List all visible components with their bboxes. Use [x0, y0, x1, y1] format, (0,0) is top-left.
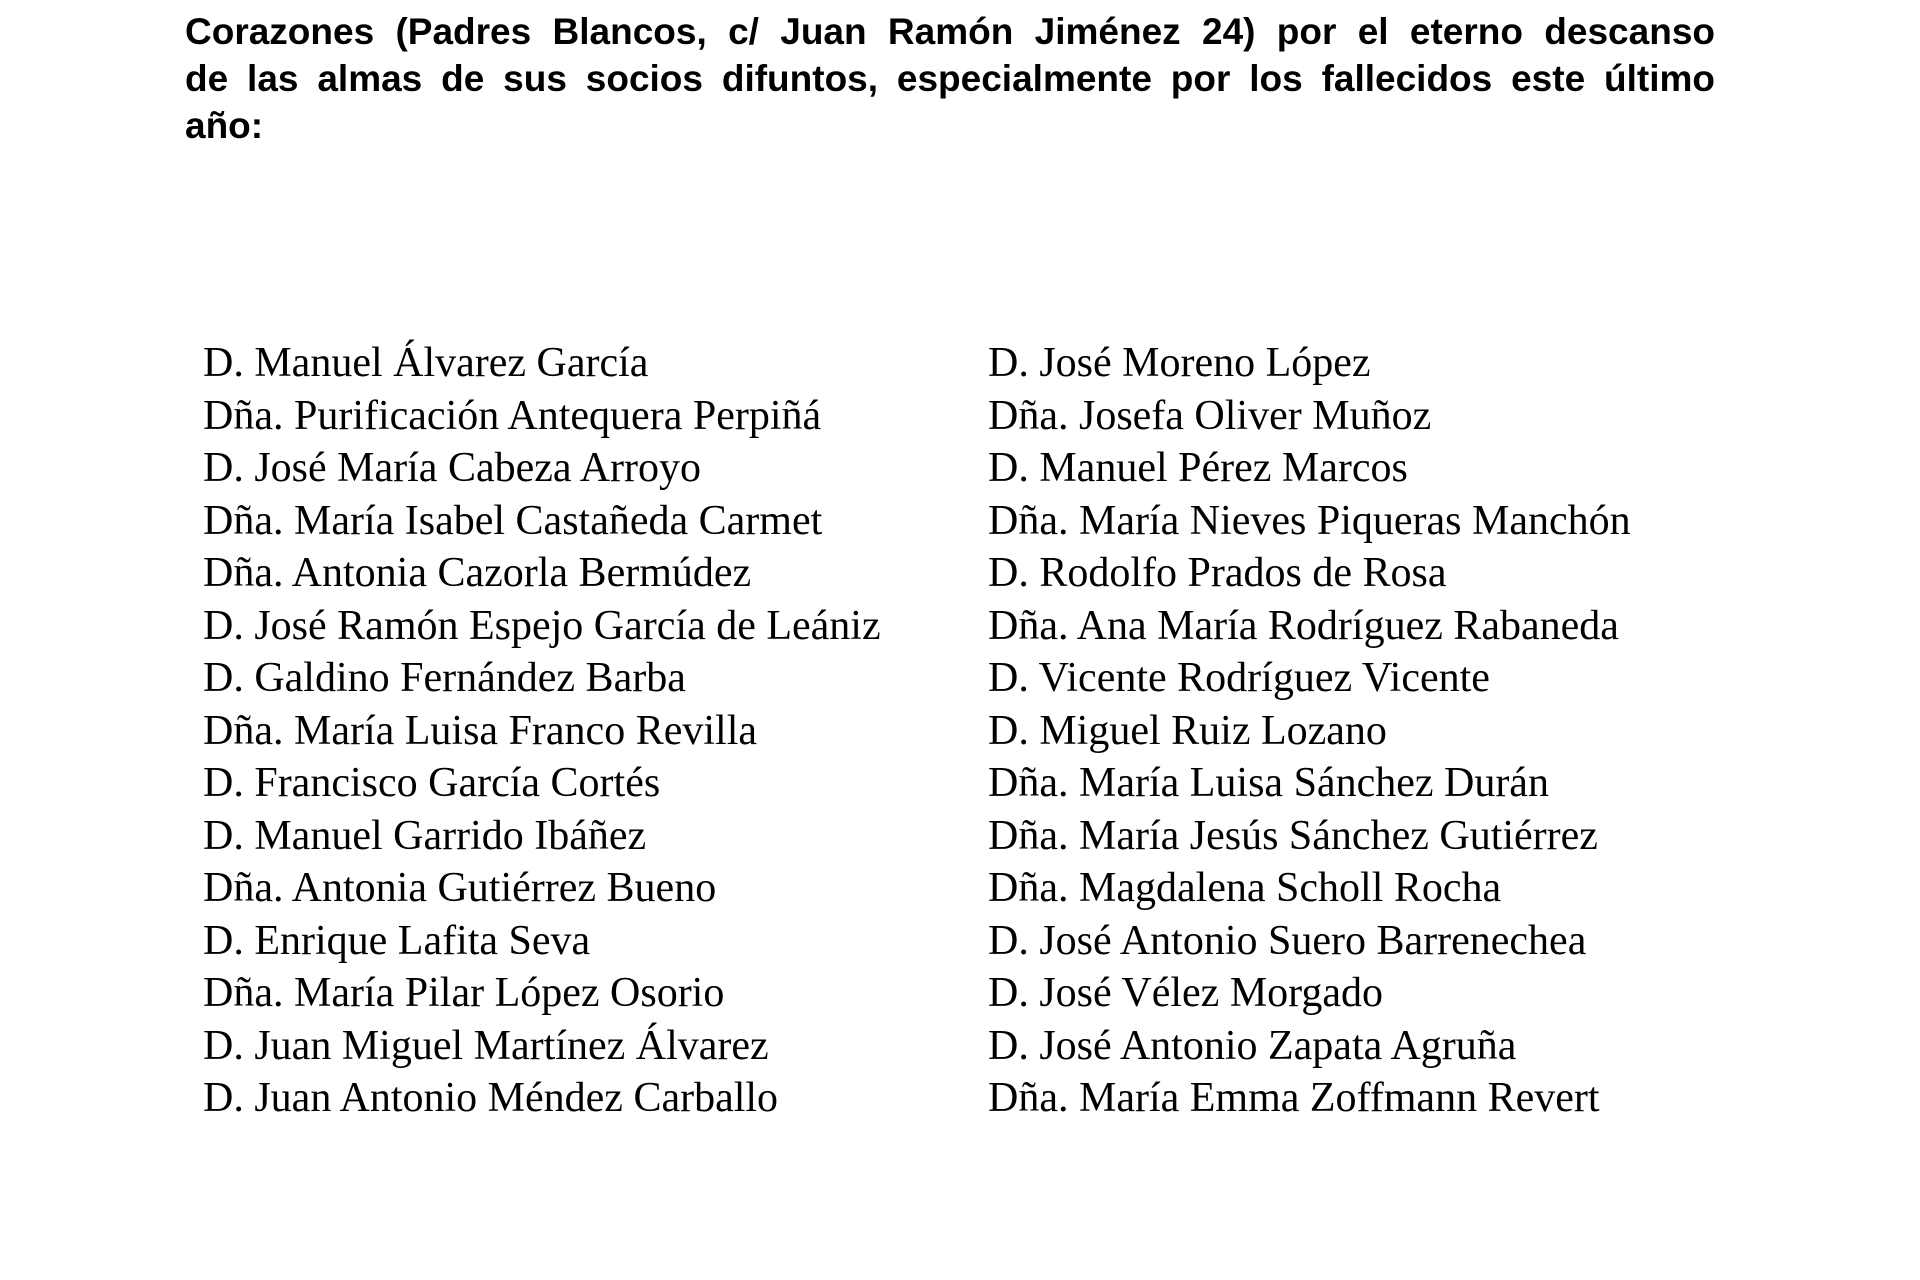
name-item: Dña. María Luisa Franco Revilla	[203, 707, 757, 754]
name-item: Dña. Magdalena Scholl Rocha	[988, 865, 1502, 911]
name-item: Dña. María Pilar López Osorio	[203, 970, 725, 1016]
names-column-right	[988, 337, 1631, 1125]
intro-line: de las almas de sus socios difuntos, especialmente por los fallecidos este último	[185, 58, 1715, 99]
name-item: D. Francisco García Cortés	[203, 760, 661, 806]
name-item: D. Manuel Álvarez García	[203, 340, 649, 386]
name-item: D. Manuel Garrido Ibáñez	[203, 812, 647, 859]
name-item: D. Galdino Fernández Barba	[203, 655, 686, 701]
name-item: D. Enrique Lafita Seva	[203, 917, 591, 964]
name-item: D. José Antonio Suero Barrenechea	[988, 917, 1587, 964]
name-item: Dña. María Isabel Castañeda Carmet	[203, 497, 823, 544]
names-column-left	[203, 337, 881, 1125]
name-item: D. Juan Antonio Méndez Carballo	[203, 1075, 779, 1121]
name-item: D. Manuel Pérez Marcos	[988, 445, 1408, 491]
name-item: Dña. María Emma Zoffmann Revert	[988, 1075, 1600, 1121]
name-item: D. Juan Miguel Martínez Álvarez	[203, 1022, 769, 1069]
name-item: Dña. María Luisa Sánchez Durán	[988, 760, 1549, 806]
name-item: Dña. Purificación Antequera Perpiñá	[203, 392, 822, 439]
name-item: Dña. Ana María Rodríguez Rabaneda	[988, 602, 1619, 649]
name-item: D. José Moreno López	[988, 340, 1371, 386]
name-item: Dña. María Jesús Sánchez Gutiérrez	[988, 812, 1598, 859]
name-item: D. Rodolfo Prados de Rosa	[988, 550, 1447, 596]
name-item: Dña. Antonia Cazorla Bermúdez	[203, 550, 752, 596]
name-item: Dña. María Nieves Piqueras Manchón	[988, 497, 1631, 544]
name-item: D. Vicente Rodríguez Vicente	[988, 655, 1490, 701]
name-item: Dña. Antonia Gutiérrez Bueno	[203, 865, 717, 911]
name-item: D. José Antonio Zapata Agruña	[988, 1022, 1517, 1069]
name-item: D. José Vélez Morgado	[988, 970, 1384, 1016]
name-item: D. Miguel Ruiz Lozano	[988, 707, 1387, 754]
name-item: D. José María Cabeza Arroyo	[203, 445, 702, 491]
name-item: D. José Ramón Espejo García de Leániz	[203, 602, 881, 649]
name-item: Dña. Josefa Oliver Muñoz	[988, 392, 1432, 439]
intro-paragraph	[185, 8, 1715, 149]
intro-line: Corazones (Padres Blancos, c/ Juan Ramón Jiménez 24) por el eterno descanso	[185, 11, 1715, 52]
intro-line: año:	[185, 105, 264, 146]
